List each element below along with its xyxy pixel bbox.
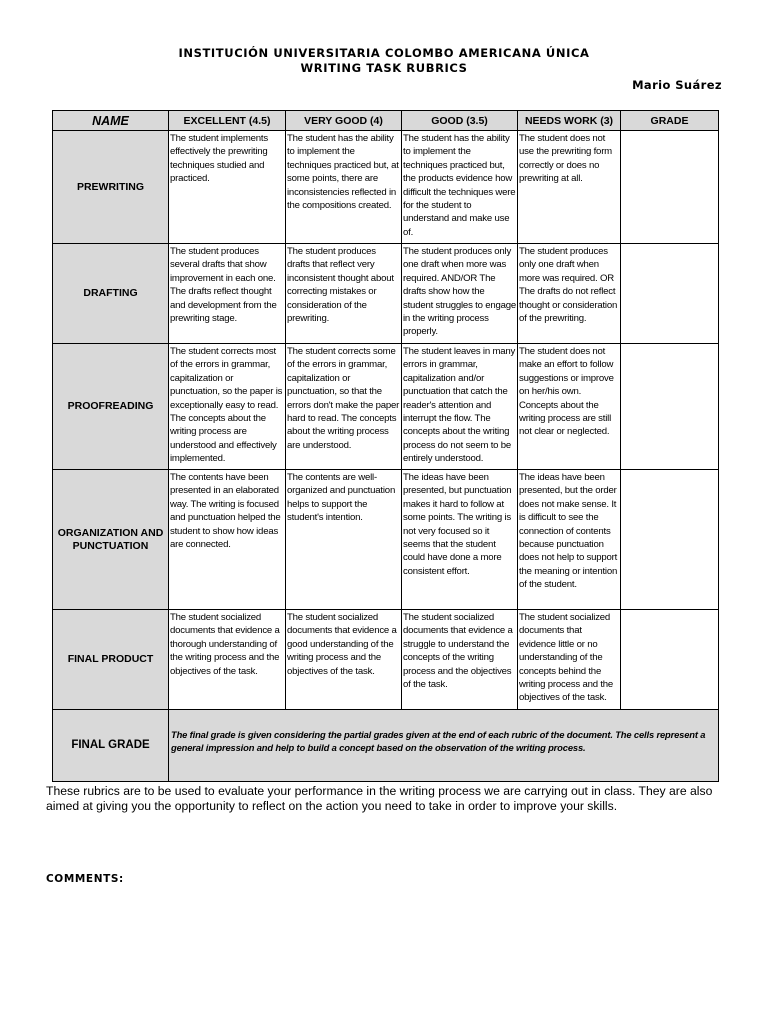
criterion-proofreading: PROOFREADING (53, 344, 169, 470)
instructions-note: These rubrics are to be used to evaluate your performance in the writing process we are carrying out in class. They are also aimed at giving you the opportunity to reflect on the action you need to take in order to improve your skills. (46, 784, 713, 813)
column-header-grade: GRADE (621, 111, 719, 131)
criterion-organization-punctuation: ORGANIZATION AND PUNCTUATION (53, 470, 169, 610)
final-grade-label: FINAL GRADE (53, 710, 169, 782)
header-row (53, 111, 719, 131)
cell-very-good: The student socialized documents that evidence a good understanding of the writing process and the objectives of the task. (286, 610, 402, 710)
cell-needs-work: The student does not make an effort to follow suggestions or improve on her/his own. Concepts about the writing process are still not clear or neglected. (518, 344, 621, 470)
cell-needs-work: The student does not use the prewriting form correctly or does no prewriting at all. (518, 131, 621, 244)
table-row (53, 244, 719, 344)
cell-good: The student socialized documents that evidence a struggle to understand the concepts of the writing process and the objectives of the task. (402, 610, 518, 710)
document-title: WRITING TASK RUBRICS (300, 61, 468, 75)
table-row (53, 131, 719, 244)
grade-cell[interactable] (621, 244, 719, 344)
rubric-table (52, 110, 719, 782)
grade-cell[interactable] (621, 344, 719, 470)
cell-good: The student leaves in many errors in grammar, capitalization and/or punctuation that catch the reader's attention and interrupt the flow. The concepts about the writing process do not seem to be entirely understood. (402, 344, 518, 470)
cell-very-good: The student produces drafts that reflect very inconsistent thought about correcting mistakes or consideration of the prewriting. (286, 244, 402, 344)
cell-needs-work: The student socialized documents that evidence little or no understanding of the concepts behind the writing process and the objectives of the task. (518, 610, 621, 710)
cell-good: The ideas have been presented, but punctuation makes it hard to follow at some points. The writing is not very focused so it seems that the student could have done a more consistent effort. (402, 470, 518, 610)
criterion-drafting: DRAFTING (53, 244, 169, 344)
cell-very-good: The student corrects some of the errors in grammar, capitalization or punctuation, so that the errors don't make the paper hard to read. The concepts about the writing process are understood. (286, 344, 402, 470)
table-row (53, 610, 719, 710)
cell-excellent: The student implements effectively the prewriting techniques studied and practiced. (169, 131, 286, 244)
final-grade-row (53, 710, 719, 782)
cell-very-good: The student has the ability to implement the techniques practiced but, at some points, there are inconsistencies reflected in the compositions created. (286, 131, 402, 244)
cell-very-good: The contents are well-organized and punctuation helps to support the student's intention. (286, 470, 402, 610)
final-grade-description: The final grade is given considering the partial grades given at the end of each rubric of the document. The cells represent a general impression and help to build a concept based on the observation of the writing process. (169, 710, 719, 782)
table-row (53, 344, 719, 470)
author-name: Mario Suárez (632, 78, 722, 92)
document-header (0, 46, 768, 76)
column-header-needs-work: NEEDS WORK (3) (518, 111, 621, 131)
cell-excellent: The student produces several drafts that show improvement in each one. The drafts reflect thought and development from the prewriting stage. (169, 244, 286, 344)
cell-needs-work: The ideas have been presented, but the order does not make sense. It is difficult to see the connection of contents because punctuation does not help to support the meaning or intention of the student. (518, 470, 621, 610)
criterion-prewriting: PREWRITING (53, 131, 169, 244)
cell-excellent: The contents have been presented in an elaborated way. The writing is focused and punctuation helped the student to show how ideas are connected. (169, 470, 286, 610)
table-row (53, 470, 719, 610)
cell-needs-work: The student produces only one draft when more was required. OR The drafts do not reflect thought or consideration of the prewriting. (518, 244, 621, 344)
grade-cell[interactable] (621, 470, 719, 610)
column-header-good: GOOD (3.5) (402, 111, 518, 131)
column-header-very-good: VERY GOOD (4) (286, 111, 402, 131)
column-header-name: NAME (53, 111, 169, 131)
institution-name: INSTITUCIÓN UNIVERSITARIA COLOMBO AMERICANA ÚNICA (178, 46, 590, 60)
grade-cell[interactable] (621, 610, 719, 710)
cell-good: The student produces only one draft when more was required. AND/OR The drafts show how the student struggles to engage in the writing process properly. (402, 244, 518, 344)
grade-cell[interactable] (621, 131, 719, 244)
comments-label: COMMENTS: (46, 873, 124, 885)
criterion-final-product: FINAL PRODUCT (53, 610, 169, 710)
cell-excellent: The student corrects most of the errors in grammar, capitalization or punctuation, so the paper is exceptionally easy to read. The concepts about the writing process are understood and effectively implemented. (169, 344, 286, 470)
cell-good: The student has the ability to implement the techniques practiced but, the products evidence how difficult the techniques were for the student to understand and make use of. (402, 131, 518, 244)
column-header-excellent: EXCELLENT (4.5) (169, 111, 286, 131)
cell-excellent: The student socialized documents that evidence a thorough understanding of the writing process and the objectives of the task. (169, 610, 286, 710)
